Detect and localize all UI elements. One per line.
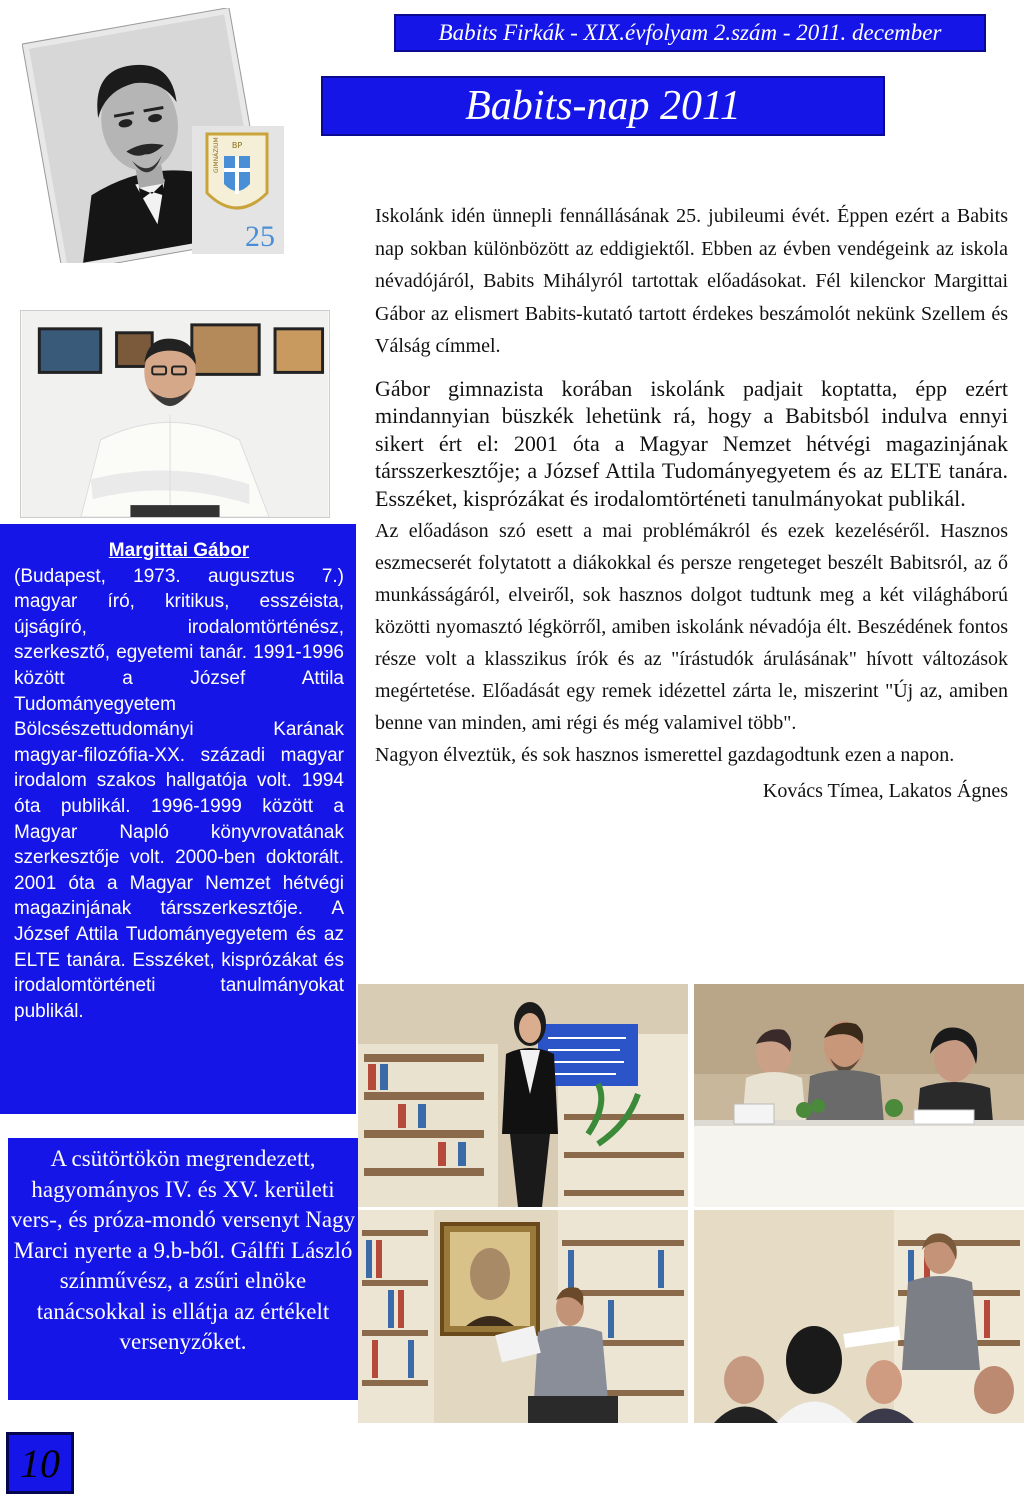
page-title — [321, 76, 885, 136]
article-authors: Kovács Tímea, Lakatos Ágnes — [762, 779, 1008, 802]
event-photo-speaker-image — [358, 984, 688, 1207]
page-number-text: 10 — [20, 1440, 60, 1486]
event-photo-panel — [694, 984, 1024, 1207]
article-paragraph-3: Az előadáson szó esett a mai problémákról és ezek kezeléséről. Hasznos eszmecserét folytatott a diákokkal és persze rengeteget beszélt Babitsról, az ő munkásságáról, elveiről, sok hasznos dolgot tudtunk meg a két világháború közötti nyomasztó légkörről, amiben iskolánk névadója élt. Beszédének fontos része volt a klasszikus írók és az "írástudók árulásának" hívott változások megértetése. Előadását egy remek idézettel zárta le, miszerint "Új az, amiben benne van minden, ami régi és még valamivel több". — [375, 520, 1008, 734]
article-paragraph-2: Gábor gimnazista korában iskolánk padjait koptatta, épp ezért mindannyian büszkék lehetünk rá, hogy a Babitsból indulva ennyi sikert ért el: 2001 óta a Magyar Nemzet hétvégi magazinjának társszerkesztője; a József Attila Tudományegyetem és az ELTE tanára. Esszéket, kisprózákat és irodalomtörténeti tanulmányokat publikál. — [375, 375, 1008, 511]
news-text: A csütörtökön megrendezett, hagyományos IV. és XV. kerületi vers-, és próza-mondó versenyt Nagy Marci nyerte a 9.b-ből. Gálffi László színművész, a zsűri elnöke tanácsokkal is ellátja az értékelt versenyzőket. — [10, 1146, 356, 1354]
logo-shield-ring: GIMNÁZIUM — [213, 137, 220, 173]
article-paragraph-4: Nagyon élveztük, és sok hasznos ismerettel gazdagodtunk ezen a napon. — [375, 743, 955, 766]
event-photo-audience — [694, 1210, 1024, 1423]
logo-shield-top: BP — [231, 141, 243, 150]
page-number — [6, 1432, 74, 1494]
news-box — [8, 1138, 358, 1400]
bio-box — [0, 524, 356, 1114]
event-photo-panel-image — [694, 984, 1024, 1207]
bio-text: (Budapest, 1973. augusztus 7.) magyar író, kritikus, esszéista, újságíró, irodalomtörténész, szerkesztő, egyetemi tanár. 1991-1996 között a József Attila Tudományegyetem Bölcsészettudományi Karának magyar-filozófia-XX. századi magyar irodalom szakos hallgatója volt. 1994 óta publikál. 1996-1999 között a Magyar Napló könyvrovatának szerkesztője volt. 2000-ben doktorált. 2001 óta a Magyar Nemzet hétvégi magazinjának társszerkesztője. A József Attila Tudományegyetem és az ELTE tanára. Esszéket, kisprózákat és irodalomtörténeti tanulmányokat publikál. — [14, 565, 344, 1022]
bio-name: Margittai Gábor — [108, 540, 250, 561]
babits-portrait-image — [22, 8, 292, 263]
article-paragraph-1: Iskolánk idén ünnepli fennállásának 25. jubileumi évét. Éppen ezért a Babits nap sokban különbözött az eddigiektől. Ebben az évben vendégeink az iskola névadójáról, Babits Mihályról tartottak előadásokat. Fél kilenckor Margittai Gábor az elismert Babits-kutató tartott érdekes beszámolót nekünk Szellem és Válság címmel. — [375, 205, 1008, 357]
issue-header — [394, 14, 986, 52]
event-photo-portrait-speaker — [358, 1210, 688, 1423]
speaker-photo-image — [21, 311, 329, 517]
speaker-photo — [20, 310, 330, 518]
school-logo — [192, 126, 284, 254]
event-photo-audience-image — [694, 1210, 1024, 1423]
event-photo-portrait-speaker-image — [358, 1210, 688, 1423]
issue-header-text: Babits Firkák - XIX.évfolyam 2.szám - 2011. december — [438, 20, 942, 45]
article-body — [375, 200, 1008, 808]
babits-portrait — [22, 8, 292, 263]
page-title-text: Babits-nap 2011 — [465, 83, 741, 129]
event-photo-speaker — [358, 984, 688, 1207]
logo-number: 25 — [245, 220, 275, 253]
